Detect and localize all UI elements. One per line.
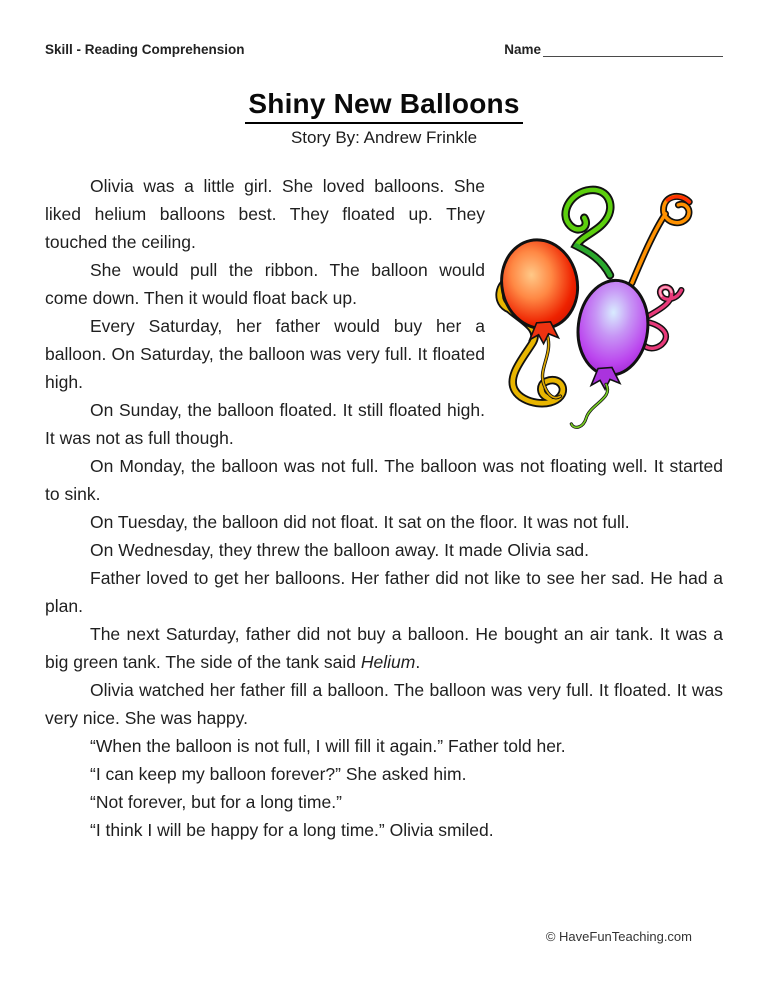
story-paragraph: Olivia was a little girl. She loved balloons. She liked helium balloons best. They floated up. They touched the ceiling.	[45, 176, 485, 252]
gold-string	[542, 333, 560, 398]
red-balloon	[495, 233, 586, 344]
balloons-illustration	[495, 172, 723, 440]
copyright-footer: © HaveFunTeaching.com	[545, 929, 692, 944]
green-string	[571, 384, 607, 427]
story-paragraph: On Wednesday, they threw the balloon away. It made Olivia sad.	[90, 540, 590, 560]
title-block	[0, 88, 768, 148]
story-paragraph: “I can keep my balloon forever?” She asked him.	[90, 764, 467, 784]
story-paragraph: “Not forever, but for a long time.”	[90, 792, 342, 812]
story-paragraph: She would pull the ribbon. The balloon would come down. Then it would float back up.	[45, 260, 485, 308]
page-title: Shiny New Balloons	[245, 88, 522, 124]
story-paragraph: On Tuesday, the balloon did not float. It sat on the floor. It was not full.	[90, 512, 630, 532]
name-label: Name	[504, 42, 541, 57]
story-body	[45, 172, 723, 844]
story-paragraph: On Sunday, the balloon floated. It still floated high. It was not as full though.	[45, 400, 485, 448]
purple-balloon	[573, 276, 653, 389]
story-paragraph: “I think I will be happy for a long time.” Olivia smiled.	[90, 820, 494, 840]
story-paragraph: “When the balloon is not full, I will fill it again.” Father told her.	[90, 736, 566, 756]
story-paragraph: Olivia watched her father fill a balloon. The balloon was very full. It floated. It was very nice. She was happy.	[45, 680, 723, 728]
story-paragraph: Father loved to get her balloons. Her father did not like to see her sad. He had a plan.	[45, 568, 723, 616]
page-header	[45, 42, 723, 57]
orange-ribbon	[632, 196, 689, 283]
name-field	[504, 42, 723, 57]
skill-label: Skill - Reading Comprehension	[45, 42, 245, 57]
name-blank-line	[543, 43, 723, 57]
story-paragraph: On Monday, the balloon was not full. The balloon was not floating well. It started to sink.	[45, 456, 723, 504]
story-paragraph: The next Saturday, father did not buy a balloon. He bought an air tank. It was a big green tank. The side of the tank said Helium.	[45, 624, 723, 672]
balloons-clipart-svg	[495, 172, 723, 440]
story-paragraph: Every Saturday, her father would buy her a balloon. On Saturday, the balloon was very full. It floated high.	[45, 316, 485, 392]
byline: Story By: Andrew Frinkle	[290, 128, 478, 147]
